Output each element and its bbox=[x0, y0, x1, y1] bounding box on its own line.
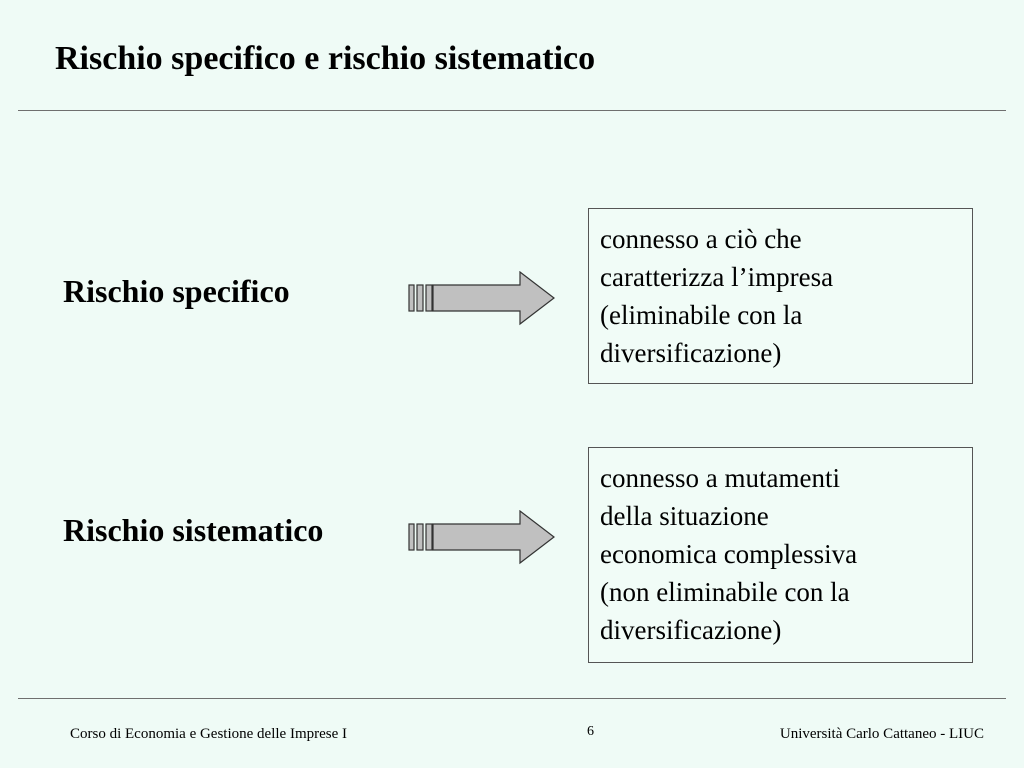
description-line: (non eliminabile con la bbox=[600, 577, 850, 607]
footer-divider bbox=[18, 698, 1006, 699]
description-line: diversificazione) bbox=[600, 615, 782, 645]
striped-right-arrow-icon bbox=[408, 271, 556, 327]
description-line: connesso a mutamenti bbox=[600, 463, 840, 493]
footer-institution: Università Carlo Cattaneo - LIUC bbox=[779, 726, 984, 742]
description-line: della situazione bbox=[600, 501, 769, 531]
description-box-rischio-sistematico bbox=[588, 447, 973, 663]
description-box-rischio-specifico bbox=[588, 208, 973, 384]
row-label-rischio-specifico: Rischio specifico bbox=[63, 273, 290, 309]
footer-course-name: Corso di Economia e Gestione delle Imprese I bbox=[70, 726, 348, 742]
description-line: connesso a ciò che bbox=[600, 224, 802, 254]
description-line: diversificazione) bbox=[600, 338, 782, 368]
description-line: caratterizza l’impresa bbox=[600, 262, 834, 292]
description-line: economica complessiva bbox=[600, 539, 858, 569]
description-line: (eliminabile con la bbox=[600, 300, 803, 330]
row-label-rischio-sistematico: Rischio sistematico bbox=[63, 512, 324, 548]
slide-title: Rischio specifico e rischio sistematico bbox=[55, 40, 596, 77]
footer-page-number: 6 bbox=[587, 724, 594, 739]
title-divider bbox=[18, 110, 1006, 111]
striped-right-arrow-icon bbox=[408, 510, 556, 566]
